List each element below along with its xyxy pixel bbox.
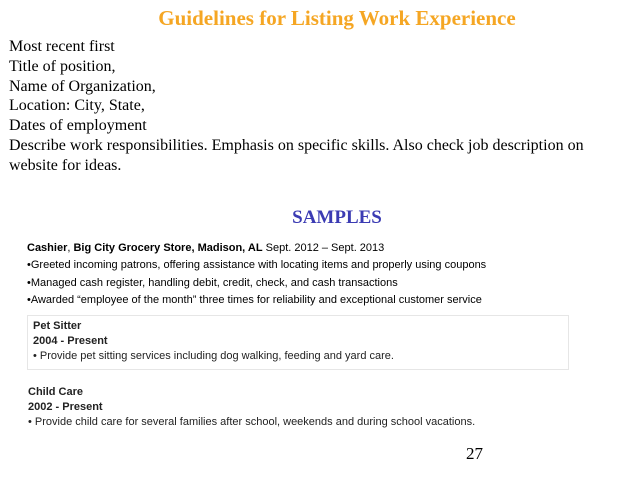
- sample-cashier: [27, 240, 627, 310]
- sample-dates: Sept. 2012 – Sept. 2013: [262, 242, 385, 254]
- sample-bullet: • Provide pet sitting services including dog walking, feeding and yard care.: [33, 350, 394, 362]
- sample-dates: 2002 - Present: [28, 401, 103, 413]
- sample-bullet: •Managed cash register, handling debit, credit, check, and cash transactions: [27, 276, 398, 289]
- sample-bullet: •Greeted incoming patrons, offering assistance with locating items and properly using coupons: [27, 259, 487, 272]
- guideline-item: Name of Organization,: [9, 77, 156, 95]
- guideline-item: Describe work responsibilities. Emphasis on specific skills. Also check job description on website for ideas.: [9, 136, 584, 174]
- sample-position: Cashier: [27, 242, 68, 254]
- sample-pet-sitter: [33, 319, 394, 364]
- guideline-item: Location: City, State,: [9, 97, 145, 115]
- sample-position: Child Care: [28, 386, 84, 398]
- guideline-item: Dates of employment: [9, 117, 147, 135]
- sample-organization: Big City Grocery Store, Madison, AL: [73, 242, 263, 254]
- page-number: 27: [466, 444, 483, 463]
- guideline-item: Title of position,: [9, 57, 116, 75]
- guideline-item: Most recent first: [9, 38, 115, 55]
- sample-child-care: [28, 385, 475, 430]
- guidelines-list: [9, 37, 609, 176]
- samples-heading: SAMPLES: [292, 207, 382, 228]
- sample-bullet: • Provide child care for several families after school, weekends and during school vacations.: [28, 416, 476, 428]
- page-title: Guidelines for Listing Work Experience: [158, 6, 516, 30]
- sample-position: Pet Sitter: [33, 320, 82, 332]
- sample-header: [27, 240, 627, 257]
- sample-dates: 2004 - Present: [33, 335, 108, 347]
- sample-separator: ,: [67, 242, 74, 254]
- sample-bullet: •Awarded “employee of the month” three times for reliability and exceptional customer service: [27, 294, 482, 307]
